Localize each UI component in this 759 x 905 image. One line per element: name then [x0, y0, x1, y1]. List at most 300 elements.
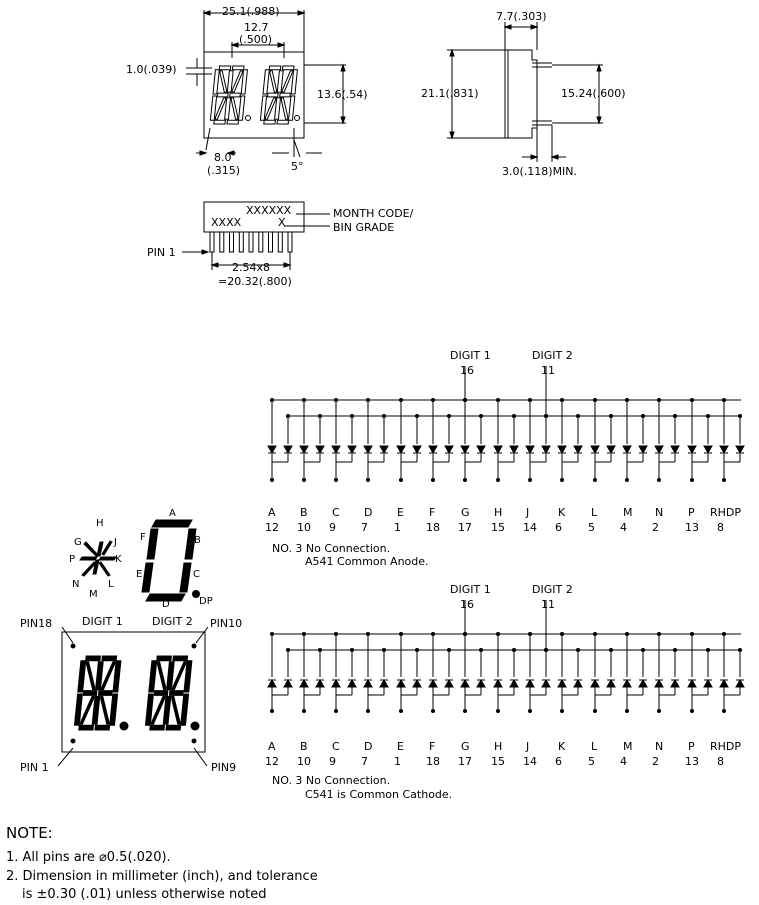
anodeNet-diode-11-0 [623, 446, 631, 453]
pinout-pin10: PIN10 [210, 617, 243, 630]
bottom-pin-7 [269, 232, 273, 252]
pinout-pin1: PIN 1 [20, 761, 49, 774]
cathodeNet-node-a-12 [657, 632, 661, 636]
anode-network [265, 366, 744, 534]
anodeNet-seg-node-12 [657, 478, 661, 482]
pinout-digit2: DIGIT 2 [152, 615, 193, 628]
cathodeNet-node-b-4 [415, 648, 419, 652]
anodeNet-pin-label-4: 1 [394, 521, 401, 534]
anodeNet-seg-node-14 [722, 478, 726, 482]
small1-seg-15 [227, 120, 239, 124]
anodeNet-diode-1-1 [316, 446, 324, 453]
cathodeNet-diode-6-0 [461, 680, 469, 687]
bottom-pins [210, 232, 292, 252]
anodeNet-node-b-5 [447, 414, 451, 418]
seg-label-dp: DP [199, 596, 213, 607]
bottom-pin-3 [230, 232, 234, 252]
cathodeNet-seg-label-10: L [591, 740, 598, 753]
small1-seg-12 [215, 98, 225, 119]
cathodeNet-node-b-12 [673, 648, 677, 652]
anodeNet-seg-label-4: E [397, 506, 404, 519]
sixteen-segment-diagram [69, 518, 122, 600]
anodeNet-node-a-11 [625, 398, 629, 402]
cathodeNet-pin-label-12: 2 [652, 755, 659, 768]
big2-seg-8 [170, 691, 184, 696]
big1-seg-12 [80, 696, 94, 724]
anodeNet-seg-label-5: F [429, 506, 436, 519]
note-1: 1. All pins are ⌀0.5(.020). [6, 850, 171, 865]
small1-seg-5 [220, 71, 227, 92]
anode-digit2-pin: 11 [541, 364, 555, 377]
cathodeNet-diode-9-0 [558, 680, 566, 687]
front-seg-dim: 1.0(.039) [126, 63, 177, 76]
big2-seg-12 [151, 696, 165, 724]
big2-seg-14 [150, 725, 165, 730]
cathodeNet-node-a-10 [593, 632, 597, 636]
cathodeNet-node-b-11 [641, 648, 645, 652]
cathodeNet-pin-label-11: 4 [620, 755, 627, 768]
anodeNet-seg-node-11 [625, 478, 629, 482]
big2-seg-1 [173, 656, 188, 661]
anodeNet-node-a-7 [496, 398, 500, 402]
cathodeNet-pin-label-10: 5 [588, 755, 595, 768]
cathodeNet-diode-10-1 [607, 680, 615, 687]
cathodeNet-node-b-5 [447, 648, 451, 652]
cathodeNet-seg-label-13: P [688, 740, 695, 753]
cathodeNet-seg-label-7: H [494, 740, 503, 753]
anodeNet-node-a-4 [399, 398, 403, 402]
side-depth-dim: 7.7(.303) [496, 10, 547, 23]
anode-note-2: A541 Common Anode. [305, 555, 429, 568]
front-height-dim: 13.6(.54) [317, 88, 368, 101]
anodeNet-diode-10-0 [591, 446, 599, 453]
big1-seg-6 [101, 662, 115, 690]
cathodeNet-seg-label-9: K [558, 740, 566, 753]
cathodeNet-seg-label-11: M [623, 740, 633, 753]
small2-seg-8 [280, 93, 291, 97]
cathodeNet-node-a-1 [302, 632, 306, 636]
big2-seg-5 [157, 662, 165, 690]
big1-seg-8 [99, 691, 113, 696]
cathodeNet-diode-14-1 [736, 680, 744, 687]
segment-legend [69, 508, 213, 610]
cathodeNet-node-a-5 [431, 632, 435, 636]
seg-label-j: J [114, 537, 117, 548]
anodeNet-seg-label-12: N [655, 506, 664, 519]
anodeNet-diode-10-1 [607, 446, 615, 453]
anodeNet-diode-5-1 [445, 446, 453, 453]
anode-circuit [265, 349, 744, 568]
cathodeNet-node-b-14 [738, 648, 742, 652]
anodeNet-diode-9-0 [558, 446, 566, 453]
anodeNet-seg-node-10 [593, 478, 597, 482]
cathodeNet-seg-node-11 [625, 709, 629, 713]
anodeNet-seg-label-3: D [364, 506, 373, 519]
cathodeNet-diode-7-0 [494, 680, 502, 687]
big2-seg-10 [181, 694, 189, 725]
note-2a: 2. Dimension in millimeter (inch), and tolerance [6, 869, 318, 884]
cathode-digit2-label: DIGIT 2 [532, 583, 573, 596]
cathodeNet-seg-label-1: B [300, 740, 308, 753]
cathodeNet-seg-node-12 [657, 709, 661, 713]
anodeNet-seg-node-1 [302, 478, 306, 482]
cathode-note-2: C541 is Common Cathode. [305, 788, 453, 801]
small1-seg-14 [214, 120, 226, 124]
pinout-digit1: DIGIT 1 [82, 615, 123, 628]
anodeNet-seg-node-7 [496, 478, 500, 482]
anodeNet-diode-4-0 [397, 446, 405, 453]
anodeNet-seg-label-1: B [300, 506, 308, 519]
cathodeNet-node-a-9 [560, 632, 564, 636]
anodeNet-node-b-14 [738, 414, 742, 418]
side-view [421, 10, 626, 178]
cathodeNet-diode-11-0 [623, 680, 631, 687]
anodeNet-pin-label-9: 6 [555, 521, 562, 534]
seg-label-n: N [72, 579, 80, 590]
anodeNet-diode-8-0 [526, 446, 534, 453]
cathodeNet-seg-label-14: RHDP [710, 740, 742, 753]
small2-seg-5 [270, 71, 277, 92]
small2-seg-0 [269, 66, 281, 70]
cathodeNet-pin-label-6: 17 [458, 755, 472, 768]
pinout-pin9: PIN9 [211, 761, 237, 774]
cathodeNet-node-a-7 [496, 632, 500, 636]
anodeNet-seg-label-10: L [591, 506, 598, 519]
cathodeNet-node-b-8 [544, 648, 548, 652]
cathodeNet-node-a-14 [722, 632, 726, 636]
seg-label-p: P [69, 554, 76, 565]
pinout-dp-1 [120, 722, 129, 731]
cathodeNet-seg-node-5 [431, 709, 435, 713]
anodeNet-node-b-8 [544, 414, 548, 418]
anodeNet-pin-label-5: 18 [426, 521, 440, 534]
anodeNet-pin-label-11: 4 [620, 521, 627, 534]
anodeNet-node-a-2 [334, 398, 338, 402]
small2-seg-2 [263, 70, 269, 94]
anodeNet-node-a-10 [593, 398, 597, 402]
seg-label-e: E [136, 569, 143, 580]
anodeNet-seg-label-8: J [526, 506, 530, 519]
cathodeNet-node-b-3 [382, 648, 386, 652]
big2-seg-7 [154, 691, 168, 696]
anodeNet-node-b-1 [318, 414, 322, 418]
cathode-note-1: NO. 3 No Connection. [272, 774, 391, 787]
cathodeNet-pin-label-3: 7 [361, 755, 368, 768]
anodeNet-seg-node-0 [270, 478, 274, 482]
cathodeNet-node-b-2 [350, 648, 354, 652]
cathodeNet-diode-12-0 [655, 680, 663, 687]
anodeNet-pin-label-6: 17 [458, 521, 472, 534]
cathodeNet-diode-13-1 [704, 680, 712, 687]
big1-seg-2 [78, 661, 86, 692]
anodeNet-diode-2-1 [348, 446, 356, 453]
cathodeNet-diode-12-1 [671, 680, 679, 687]
front-width-dim: 25.1(.988) [222, 5, 280, 18]
anode-note-1: NO. 3 No Connection. [272, 542, 391, 555]
anodeNet-seg-node-9 [560, 478, 564, 482]
cathodeNet-pin-label-8: 14 [523, 755, 537, 768]
small2-seg-6 [282, 71, 292, 92]
anodeNet-seg-label-9: K [558, 506, 566, 519]
anodeNet-pin-label-0: 12 [265, 521, 279, 534]
anodeNet-node-b-4 [415, 414, 419, 418]
package-pinout [20, 615, 242, 774]
cathodeNet-node-b-0 [286, 648, 290, 652]
anodeNet-seg-label-0: A [268, 506, 276, 519]
front-pitch-dim-inch: (.500) [239, 33, 273, 46]
cathodeNet-diode-9-1 [574, 680, 582, 687]
big1-seg-5 [86, 662, 94, 690]
bin-grade-label: BIN GRADE [333, 221, 395, 234]
seg-label-g: G [74, 537, 82, 548]
bottom-pin-8 [278, 232, 282, 252]
anodeNet-diode-7-0 [494, 446, 502, 453]
note-2b: is ±0.30 (.01) unless otherwise noted [22, 887, 267, 902]
anodeNet-diode-3-0 [364, 446, 372, 453]
big2-seg-13 [172, 696, 180, 724]
anodeNet-diode-14-1 [736, 446, 744, 453]
anodeNet-diode-12-0 [655, 446, 663, 453]
anodeNet-node-b-0 [286, 414, 290, 418]
anodeNet-diode-1-0 [300, 446, 308, 453]
anodeNet-seg-node-5 [431, 478, 435, 482]
seg-label-m: M [89, 589, 98, 600]
anodeNet-diode-5-0 [429, 446, 437, 453]
anodeNet-seg-label-13: P [688, 506, 695, 519]
seg-label-h: H [96, 518, 104, 529]
anodeNet-node-a-0 [270, 398, 274, 402]
pinout-pin18: PIN18 [20, 617, 53, 630]
small1-seg-8 [230, 93, 241, 97]
side-pin-len-dim: 3.0(.118)MIN. [502, 165, 578, 178]
small2-seg-1 [282, 66, 294, 70]
cathodeNet-seg-label-6: G [461, 740, 470, 753]
small1-seg-13 [231, 98, 238, 119]
cathodeNet-node-b-10 [609, 648, 613, 652]
front-digit-2 [260, 66, 297, 124]
anodeNet-node-a-1 [302, 398, 306, 402]
seg-label-l: L [108, 579, 114, 590]
small1-seg-7 [218, 93, 229, 97]
bottom-pin-2 [220, 232, 224, 252]
anodeNet-diode-13-1 [704, 446, 712, 453]
notes-title: NOTE: [6, 824, 53, 842]
cathode-digit1-label: DIGIT 1 [450, 583, 491, 596]
bottom-pin-6 [259, 232, 263, 252]
cathodeNet-pin-label-7: 15 [491, 755, 505, 768]
anodeNet-seg-node-13 [690, 478, 694, 482]
cathodeNet-diode-1-1 [316, 680, 324, 687]
cathodeNet-diode-5-1 [445, 680, 453, 687]
bottom-pin1-label: PIN 1 [147, 246, 176, 259]
small1-seg-6 [232, 71, 242, 92]
anodeNet-node-b-6 [479, 414, 483, 418]
front-package-outline [204, 52, 304, 138]
big2-seg-2 [149, 661, 157, 692]
seven-segment-diagram [136, 508, 213, 610]
cathodeNet-node-b-1 [318, 648, 322, 652]
bottom-pin-1 [210, 232, 214, 252]
cathodeNet-seg-label-5: F [429, 740, 436, 753]
front-slant: 5° [291, 160, 304, 173]
anodeNet-node-a-6 [463, 398, 467, 402]
bottom-code-left: XXXX [211, 216, 242, 229]
cathodeNet-seg-node-9 [560, 709, 564, 713]
anodeNet-diode-4-1 [413, 446, 421, 453]
cathodeNet-diode-4-1 [413, 680, 421, 687]
bottom-view [147, 202, 414, 288]
cathodeNet-diode-8-1 [542, 680, 550, 687]
seg-label-b: B [194, 535, 201, 546]
cathode-digit1-pin: 16 [460, 598, 474, 611]
big1-seg-7 [83, 691, 97, 696]
anodeNet-pin-label-3: 7 [361, 521, 368, 534]
big1-seg-13 [101, 696, 109, 724]
anode-digit1-pin: 16 [460, 364, 474, 377]
notes [6, 824, 318, 902]
cathode-digit2-pin: 11 [541, 598, 555, 611]
anodeNet-diode-6-0 [461, 446, 469, 453]
anodeNet-node-b-7 [512, 414, 516, 418]
anodeNet-seg-node-6 [463, 478, 467, 482]
cathodeNet-diode-4-0 [397, 680, 405, 687]
big2-seg-6 [172, 662, 186, 690]
cathodeNet-diode-3-0 [364, 680, 372, 687]
cathodeNet-pin-label-13: 13 [685, 755, 699, 768]
anode-digit1-label: DIGIT 1 [450, 349, 491, 362]
anodeNet-node-b-10 [609, 414, 613, 418]
big1-seg-0 [86, 656, 101, 661]
cathodeNet-diode-10-0 [591, 680, 599, 687]
anodeNet-node-a-3 [366, 398, 370, 402]
cathodeNet-node-b-13 [706, 648, 710, 652]
anodeNet-seg-node-3 [366, 478, 370, 482]
anodeNet-diode-0-1 [284, 446, 292, 453]
small2-seg-7 [268, 93, 279, 97]
small2-seg-13 [281, 98, 288, 119]
cathodeNet-seg-label-2: C [332, 740, 340, 753]
anodeNet-seg-node-8 [528, 478, 532, 482]
cathodeNet-seg-label-12: N [655, 740, 664, 753]
big2-seg-15 [166, 725, 181, 730]
cathodeNet-node-a-8 [528, 632, 532, 636]
anodeNet-node-b-12 [673, 414, 677, 418]
anodeNet-node-a-13 [690, 398, 694, 402]
small1-seg-0 [219, 66, 231, 70]
cathodeNet-diode-7-1 [510, 680, 518, 687]
side-row-dim: 15.24(.600) [561, 87, 626, 100]
cathodeNet-node-a-2 [334, 632, 338, 636]
anodeNet-seg-label-7: H [494, 506, 503, 519]
seg-label-k: K [115, 554, 122, 565]
anodeNet-pin-label-2: 9 [329, 521, 336, 534]
side-height-dim: 21.1(.831) [421, 87, 479, 100]
front-dp-1 [246, 116, 251, 121]
cathodeNet-node-b-9 [576, 648, 580, 652]
cathodeNet-seg-label-4: E [397, 740, 404, 753]
cathodeNet-pin-label-9: 6 [555, 755, 562, 768]
small2-seg-15 [277, 120, 289, 124]
anodeNet-node-a-5 [431, 398, 435, 402]
anodeNet-diode-11-1 [639, 446, 647, 453]
anodeNet-node-b-3 [382, 414, 386, 418]
cathodeNet-seg-node-1 [302, 709, 306, 713]
cathodeNet-seg-label-8: J [526, 740, 530, 753]
big2-seg-0 [157, 656, 172, 661]
cathodeNet-seg-node-14 [722, 709, 726, 713]
anodeNet-pin-label-7: 15 [491, 521, 505, 534]
anodeNet-diode-0-0 [268, 446, 276, 453]
cathodeNet-pin-label-5: 18 [426, 755, 440, 768]
anodeNet-diode-9-1 [574, 446, 582, 453]
front-view [126, 5, 368, 177]
anodeNet-node-b-9 [576, 414, 580, 418]
anodeNet-diode-12-1 [671, 446, 679, 453]
big1-seg-1 [102, 656, 117, 661]
cathodeNet-diode-6-1 [477, 680, 485, 687]
anodeNet-pin-label-12: 2 [652, 521, 659, 534]
anodeNet-pin-label-13: 13 [685, 521, 699, 534]
small2-seg-10 [289, 96, 295, 120]
anodeNet-diode-8-1 [542, 446, 550, 453]
anodeNet-node-b-11 [641, 414, 645, 418]
cathodeNet-diode-14-0 [720, 680, 728, 687]
anodeNet-diode-7-1 [510, 446, 518, 453]
cathodeNet-pin-label-4: 1 [394, 755, 401, 768]
anodeNet-diode-6-1 [477, 446, 485, 453]
cathodeNet-seg-node-0 [270, 709, 274, 713]
cathodeNet-pin-label-2: 9 [329, 755, 336, 768]
anodeNet-seg-node-2 [334, 478, 338, 482]
cathode-circuit [265, 583, 744, 801]
cathode-network [265, 600, 744, 768]
big1-seg-14 [79, 725, 94, 730]
small1-seg-10 [239, 96, 245, 120]
cathodeNet-diode-0-0 [268, 680, 276, 687]
bottom-code-x: X [278, 216, 286, 229]
cathodeNet-diode-0-1 [284, 680, 292, 687]
anodeNet-node-a-12 [657, 398, 661, 402]
pinout-digit-1 [75, 656, 121, 730]
cathodeNet-diode-2-0 [332, 680, 340, 687]
anodeNet-pin-label-10: 5 [588, 521, 595, 534]
cathodeNet-seg-node-6 [463, 709, 467, 713]
small2-seg-12 [265, 98, 275, 119]
anodeNet-node-b-2 [350, 414, 354, 418]
anodeNet-pin-label-14: 8 [717, 521, 724, 534]
anodeNet-seg-node-4 [399, 478, 403, 482]
anodeNet-seg-label-14: RHDP [710, 506, 742, 519]
cathodeNet-diode-3-1 [380, 680, 388, 687]
anode-digit2-label: DIGIT 2 [532, 349, 573, 362]
cathodeNet-seg-node-8 [528, 709, 532, 713]
anodeNet-diode-13-0 [688, 446, 696, 453]
front-digit-dim-inch: (.315) [207, 164, 241, 177]
cathodeNet-seg-node-4 [399, 709, 403, 713]
cathodeNet-diode-11-1 [639, 680, 647, 687]
seg-label-d: D [162, 599, 170, 610]
anodeNet-seg-label-6: G [461, 506, 470, 519]
anodeNet-node-a-14 [722, 398, 726, 402]
anodeNet-node-a-8 [528, 398, 532, 402]
cathodeNet-node-a-6 [463, 632, 467, 636]
cathodeNet-node-b-7 [512, 648, 516, 652]
bottom-pin-5 [249, 232, 253, 252]
bottom-total-dim: =20.32(.800) [218, 275, 292, 288]
anodeNet-pin-label-8: 14 [523, 521, 537, 534]
cathodeNet-seg-node-2 [334, 709, 338, 713]
anodeNet-node-a-9 [560, 398, 564, 402]
